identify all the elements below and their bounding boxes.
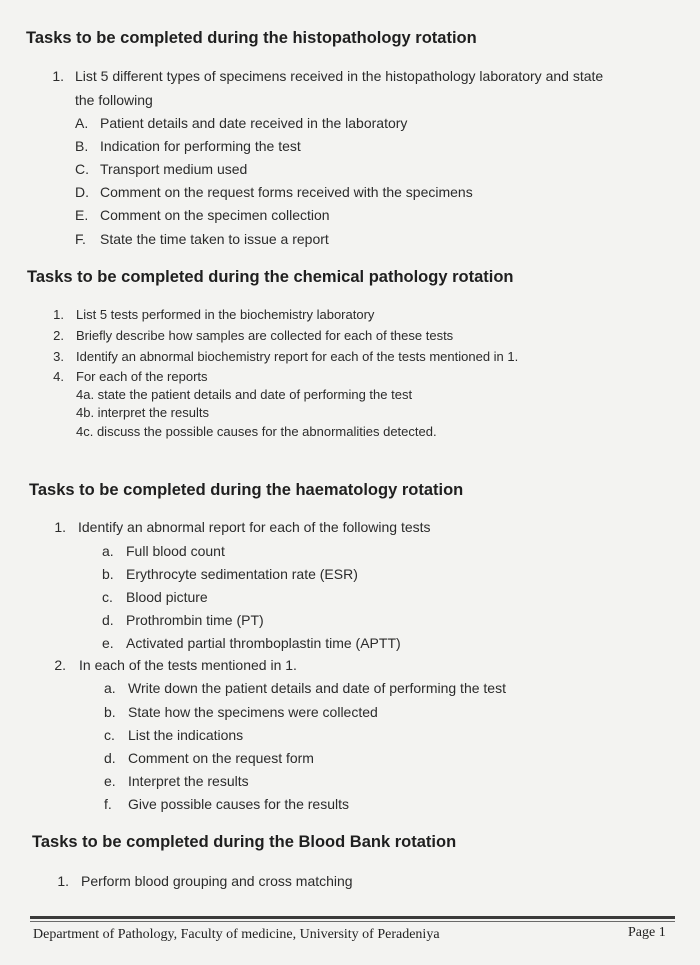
sub-item-text: Comment on the request forms received with the specimens bbox=[100, 184, 473, 200]
sub-item-label: a. bbox=[102, 543, 114, 559]
sub-item-text: Transport medium used bbox=[100, 161, 248, 177]
item-number: 2. bbox=[53, 328, 64, 343]
sub-item-text: Give possible causes for the results bbox=[128, 796, 349, 812]
item-number: 3. bbox=[53, 349, 64, 364]
sub-item-label: A. bbox=[75, 115, 89, 131]
sub-item-text: List the indications bbox=[128, 727, 244, 743]
item-text: For each of the reports bbox=[76, 369, 208, 384]
sub-item-text: 4b. interpret the results bbox=[76, 405, 209, 420]
sub-item-text: State how the specimens were collected bbox=[128, 704, 378, 720]
item-number: 4. bbox=[53, 369, 64, 384]
sub-item-label: e. bbox=[102, 635, 114, 651]
sub-item-label: a. bbox=[104, 680, 116, 696]
sub-item-label: c. bbox=[104, 727, 115, 743]
section-heading-haematology: Tasks to be completed during the haematology rotation bbox=[29, 481, 464, 499]
item-text: Briefly describe how samples are collected for each of these tests bbox=[76, 328, 454, 343]
item-number: 1. bbox=[53, 307, 64, 322]
sub-item-label: C. bbox=[75, 161, 89, 177]
section-heading-chemical-pathology: Tasks to be completed during the chemical pathology rotation bbox=[27, 268, 514, 286]
sub-item-label: b. bbox=[104, 704, 116, 720]
sub-item-text: Comment on the specimen collection bbox=[100, 207, 330, 223]
sub-item-text: Interpret the results bbox=[128, 773, 249, 789]
footer-divider bbox=[30, 916, 675, 919]
sub-item-text: Patient details and date received in the laboratory bbox=[100, 115, 408, 131]
sub-item-label: B. bbox=[75, 138, 89, 154]
item-text: Identify an abnormal biochemistry report for each of the tests mentioned in 1. bbox=[76, 349, 519, 364]
item-number: 2. bbox=[54, 657, 66, 673]
sub-item-text: Activated partial thromboplastin time (APTT) bbox=[126, 635, 401, 651]
sub-item-label: F. bbox=[75, 231, 86, 247]
section-heading-blood-bank: Tasks to be completed during the Blood Bank rotation bbox=[32, 833, 457, 851]
item-text: In each of the tests mentioned in 1. bbox=[79, 657, 297, 673]
item-number: 1. bbox=[57, 873, 69, 889]
sub-item-text: State the time taken to issue a report bbox=[100, 231, 329, 247]
item-number: 1. bbox=[54, 519, 66, 535]
sub-item-text: Full blood count bbox=[126, 543, 225, 559]
footer-department: Department of Pathology, Faculty of medicine, University of Peradeniya bbox=[33, 927, 440, 942]
sub-item-label: f. bbox=[104, 796, 112, 812]
sub-item-label: b. bbox=[102, 566, 114, 582]
sub-item-label: E. bbox=[75, 207, 89, 223]
sub-item-text: Blood picture bbox=[126, 589, 208, 605]
sub-item-label: d. bbox=[102, 612, 114, 628]
sub-item-label: d. bbox=[104, 750, 116, 766]
sub-item-text: Comment on the request form bbox=[128, 750, 314, 766]
item-text: List 5 different types of specimens received in the histopathology laboratory and state bbox=[75, 68, 604, 84]
footer-divider-thin bbox=[30, 921, 675, 922]
sub-item-text: 4c. discuss the possible causes for the abnormalities detected. bbox=[76, 424, 437, 439]
item-text: Perform blood grouping and cross matching bbox=[81, 873, 353, 889]
item-text-continued: the following bbox=[75, 92, 153, 108]
sub-item-text: Erythrocyte sedimentation rate (ESR) bbox=[126, 566, 358, 582]
item-number: 1. bbox=[52, 68, 64, 84]
page-number: Page 1 bbox=[628, 925, 666, 940]
sub-item-text: 4a. state the patient details and date of performing the test bbox=[76, 387, 413, 402]
sub-item-label: D. bbox=[75, 184, 89, 200]
sub-item-text: Write down the patient details and date of performing the test bbox=[128, 680, 506, 696]
sub-item-text: Indication for performing the test bbox=[100, 138, 301, 154]
sub-item-label: c. bbox=[102, 589, 113, 605]
section-heading-histopathology: Tasks to be completed during the histopathology rotation bbox=[26, 29, 477, 47]
item-text: Identify an abnormal report for each of the following tests bbox=[78, 519, 431, 535]
sub-item-text: Prothrombin time (PT) bbox=[126, 612, 264, 628]
sub-item-label: e. bbox=[104, 773, 116, 789]
item-text: List 5 tests performed in the biochemistry laboratory bbox=[76, 307, 375, 322]
